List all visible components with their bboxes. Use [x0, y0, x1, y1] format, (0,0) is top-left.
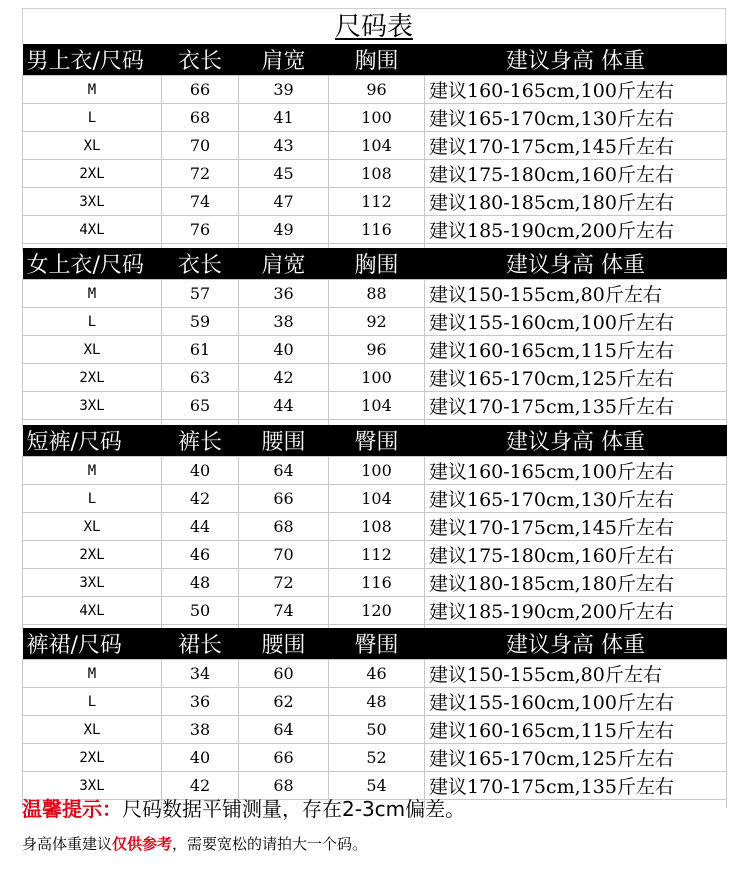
measure-cell: 66: [239, 485, 329, 513]
table-row: [23, 336, 727, 364]
measure-cell: 44: [162, 513, 239, 541]
page-title: 尺码表: [334, 11, 413, 42]
measure-cell: 72: [162, 160, 239, 188]
measure-cell: 68: [239, 772, 329, 800]
size-cell: 3XL: [23, 392, 162, 420]
recommendation-cell: 建议160-165cm,100斤左右: [425, 76, 727, 104]
table-row: [23, 485, 727, 513]
measure-cell: 50: [162, 597, 239, 625]
table-header-row: [23, 628, 727, 660]
measure-cell: 50: [329, 716, 425, 744]
column-header: 肩宽: [239, 248, 329, 280]
measure-cell: 48: [329, 688, 425, 716]
recommendation-cell: 建议165-170cm,125斤左右: [425, 364, 727, 392]
note-before: 身高体重建议: [22, 835, 113, 853]
column-header: 腰围: [239, 425, 329, 457]
column-header: 建议身高 体重: [425, 628, 727, 660]
measure-cell: 60: [239, 660, 329, 688]
measure-cell: 41: [239, 104, 329, 132]
measure-cell: 34: [162, 660, 239, 688]
recommendation-cell: 建议170-175cm,135斤左右: [425, 392, 727, 420]
measure-cell: 100: [329, 364, 425, 392]
measure-cell: 63: [162, 364, 239, 392]
title-row: [22, 8, 726, 44]
measure-cell: 42: [239, 364, 329, 392]
measure-cell: 66: [239, 744, 329, 772]
measure-cell: 61: [162, 336, 239, 364]
size-cell: L: [23, 688, 162, 716]
measure-cell: 68: [162, 104, 239, 132]
measure-cell: 64: [239, 457, 329, 485]
size-cell: 3XL: [23, 772, 162, 800]
column-header: 臀围: [329, 425, 425, 457]
measure-cell: 70: [162, 132, 239, 160]
size-cell: M: [23, 457, 162, 485]
table-row: [23, 392, 727, 420]
footer-tip: [22, 795, 465, 823]
column-header: 衣长: [162, 248, 239, 280]
size-cell: 3XL: [23, 569, 162, 597]
measure-cell: 72: [239, 569, 329, 597]
table-row: [23, 76, 727, 104]
column-header: 男上衣/尺码: [23, 44, 162, 76]
measure-cell: 100: [329, 104, 425, 132]
size-cell: 4XL: [23, 216, 162, 244]
table-row: [23, 280, 727, 308]
measure-cell: 47: [239, 188, 329, 216]
measure-cell: 42: [162, 485, 239, 513]
column-header: 建议身高 体重: [425, 248, 727, 280]
measure-cell: 40: [162, 457, 239, 485]
table-row: [23, 104, 727, 132]
measure-cell: 38: [162, 716, 239, 744]
column-header: 裙长: [162, 628, 239, 660]
measure-cell: 88: [329, 280, 425, 308]
measure-cell: 70: [239, 541, 329, 569]
measure-cell: 65: [162, 392, 239, 420]
size-table-shorts: [22, 425, 727, 633]
size-cell: XL: [23, 716, 162, 744]
size-cell: XL: [23, 513, 162, 541]
table-row: [23, 569, 727, 597]
column-header: 建议身高 体重: [425, 425, 727, 457]
table-row: [23, 364, 727, 392]
size-table-skort: [22, 628, 727, 808]
measure-cell: 52: [329, 744, 425, 772]
measure-cell: 57: [162, 280, 239, 308]
measure-cell: 64: [239, 716, 329, 744]
column-header: 腰围: [239, 628, 329, 660]
size-cell: 4XL: [23, 597, 162, 625]
table-row: [23, 132, 727, 160]
table-row: [23, 188, 727, 216]
recommendation-cell: 建议160-165cm,115斤左右: [425, 336, 727, 364]
size-cell: M: [23, 660, 162, 688]
recommendation-cell: 建议155-160cm,100斤左右: [425, 688, 727, 716]
measure-cell: 42: [162, 772, 239, 800]
size-cell: M: [23, 76, 162, 104]
table-row: [23, 513, 727, 541]
size-cell: L: [23, 104, 162, 132]
table-row: [23, 308, 727, 336]
measure-cell: 74: [162, 188, 239, 216]
measure-cell: 120: [329, 597, 425, 625]
recommendation-cell: 建议165-170cm,130斤左右: [425, 485, 727, 513]
size-cell: 2XL: [23, 160, 162, 188]
measure-cell: 43: [239, 132, 329, 160]
recommendation-cell: 建议185-190cm,200斤左右: [425, 216, 727, 244]
column-header: 肩宽: [239, 44, 329, 76]
recommendation-cell: 建议170-175cm,145斤左右: [425, 132, 727, 160]
measure-cell: 36: [162, 688, 239, 716]
recommendation-cell: 建议160-165cm,115斤左右: [425, 716, 727, 744]
column-header: 胸围: [329, 248, 425, 280]
note-after: ，需要宽松的请拍大一个码。: [172, 835, 368, 853]
measure-cell: 54: [329, 772, 425, 800]
measure-cell: 100: [329, 457, 425, 485]
size-table-women-top: [22, 248, 727, 428]
measure-cell: 112: [329, 541, 425, 569]
measure-cell: 108: [329, 513, 425, 541]
measure-cell: 116: [329, 569, 425, 597]
measure-cell: 66: [162, 76, 239, 104]
recommendation-cell: 建议165-170cm,130斤左右: [425, 104, 727, 132]
measure-cell: 76: [162, 216, 239, 244]
size-table-men-top: [22, 44, 727, 252]
column-header: 臀围: [329, 628, 425, 660]
table-row: [23, 541, 727, 569]
measure-cell: 74: [239, 597, 329, 625]
table-header-row: [23, 248, 727, 280]
column-header: 裤长: [162, 425, 239, 457]
size-cell: L: [23, 308, 162, 336]
measure-cell: 36: [239, 280, 329, 308]
measure-cell: 49: [239, 216, 329, 244]
recommendation-cell: 建议185-190cm,200斤左右: [425, 597, 727, 625]
column-header: 短裤/尺码: [23, 425, 162, 457]
size-cell: 2XL: [23, 364, 162, 392]
tip-text: 尺码数据平铺测量，存在2-3cm偏差。: [122, 797, 466, 821]
table-header-row: [23, 425, 727, 457]
measure-cell: 40: [239, 336, 329, 364]
measure-cell: 104: [329, 392, 425, 420]
measure-cell: 39: [239, 76, 329, 104]
recommendation-cell: 建议180-185cm,180斤左右: [425, 188, 727, 216]
column-header: 衣长: [162, 44, 239, 76]
size-cell: 3XL: [23, 188, 162, 216]
measure-cell: 104: [329, 132, 425, 160]
recommendation-cell: 建议160-165cm,100斤左右: [425, 457, 727, 485]
measure-cell: 44: [239, 392, 329, 420]
measure-cell: 48: [162, 569, 239, 597]
measure-cell: 92: [329, 308, 425, 336]
table-row: [23, 688, 727, 716]
table-row: [23, 597, 727, 625]
size-cell: L: [23, 485, 162, 513]
recommendation-cell: 建议165-170cm,125斤左右: [425, 744, 727, 772]
table-row: [23, 457, 727, 485]
measure-cell: 112: [329, 188, 425, 216]
size-cell: M: [23, 280, 162, 308]
measure-cell: 46: [329, 660, 425, 688]
footer-note: [22, 833, 367, 855]
table-row: [23, 660, 727, 688]
recommendation-cell: 建议155-160cm,100斤左右: [425, 308, 727, 336]
column-header: 胸围: [329, 44, 425, 76]
measure-cell: 38: [239, 308, 329, 336]
measure-cell: 59: [162, 308, 239, 336]
measure-cell: 46: [162, 541, 239, 569]
table-row: [23, 744, 727, 772]
measure-cell: 45: [239, 160, 329, 188]
recommendation-cell: 建议180-185cm,180斤左右: [425, 569, 727, 597]
tip-label: 温馨提示：: [22, 797, 122, 821]
column-header: 裤裙/尺码: [23, 628, 162, 660]
recommendation-cell: 建议170-175cm,145斤左右: [425, 513, 727, 541]
measure-cell: 104: [329, 485, 425, 513]
measure-cell: 108: [329, 160, 425, 188]
table-row: [23, 216, 727, 244]
measure-cell: 62: [239, 688, 329, 716]
column-header: 女上衣/尺码: [23, 248, 162, 280]
note-highlight: 仅供参考: [112, 835, 173, 853]
measure-cell: 96: [329, 76, 425, 104]
size-cell: XL: [23, 336, 162, 364]
size-cell: 2XL: [23, 541, 162, 569]
spacer-cell: [425, 800, 727, 809]
size-cell: 2XL: [23, 744, 162, 772]
recommendation-cell: 建议170-175cm,135斤左右: [425, 772, 727, 800]
column-header: 建议身高 体重: [425, 44, 727, 76]
measure-cell: 40: [162, 744, 239, 772]
table-header-row: [23, 44, 727, 76]
size-cell: XL: [23, 132, 162, 160]
recommendation-cell: 建议150-155cm,80斤左右: [425, 660, 727, 688]
table-row: [23, 160, 727, 188]
measure-cell: 96: [329, 336, 425, 364]
measure-cell: 116: [329, 216, 425, 244]
measure-cell: 68: [239, 513, 329, 541]
recommendation-cell: 建议175-180cm,160斤左右: [425, 541, 727, 569]
table-row: [23, 716, 727, 744]
recommendation-cell: 建议150-155cm,80斤左右: [425, 280, 727, 308]
recommendation-cell: 建议175-180cm,160斤左右: [425, 160, 727, 188]
